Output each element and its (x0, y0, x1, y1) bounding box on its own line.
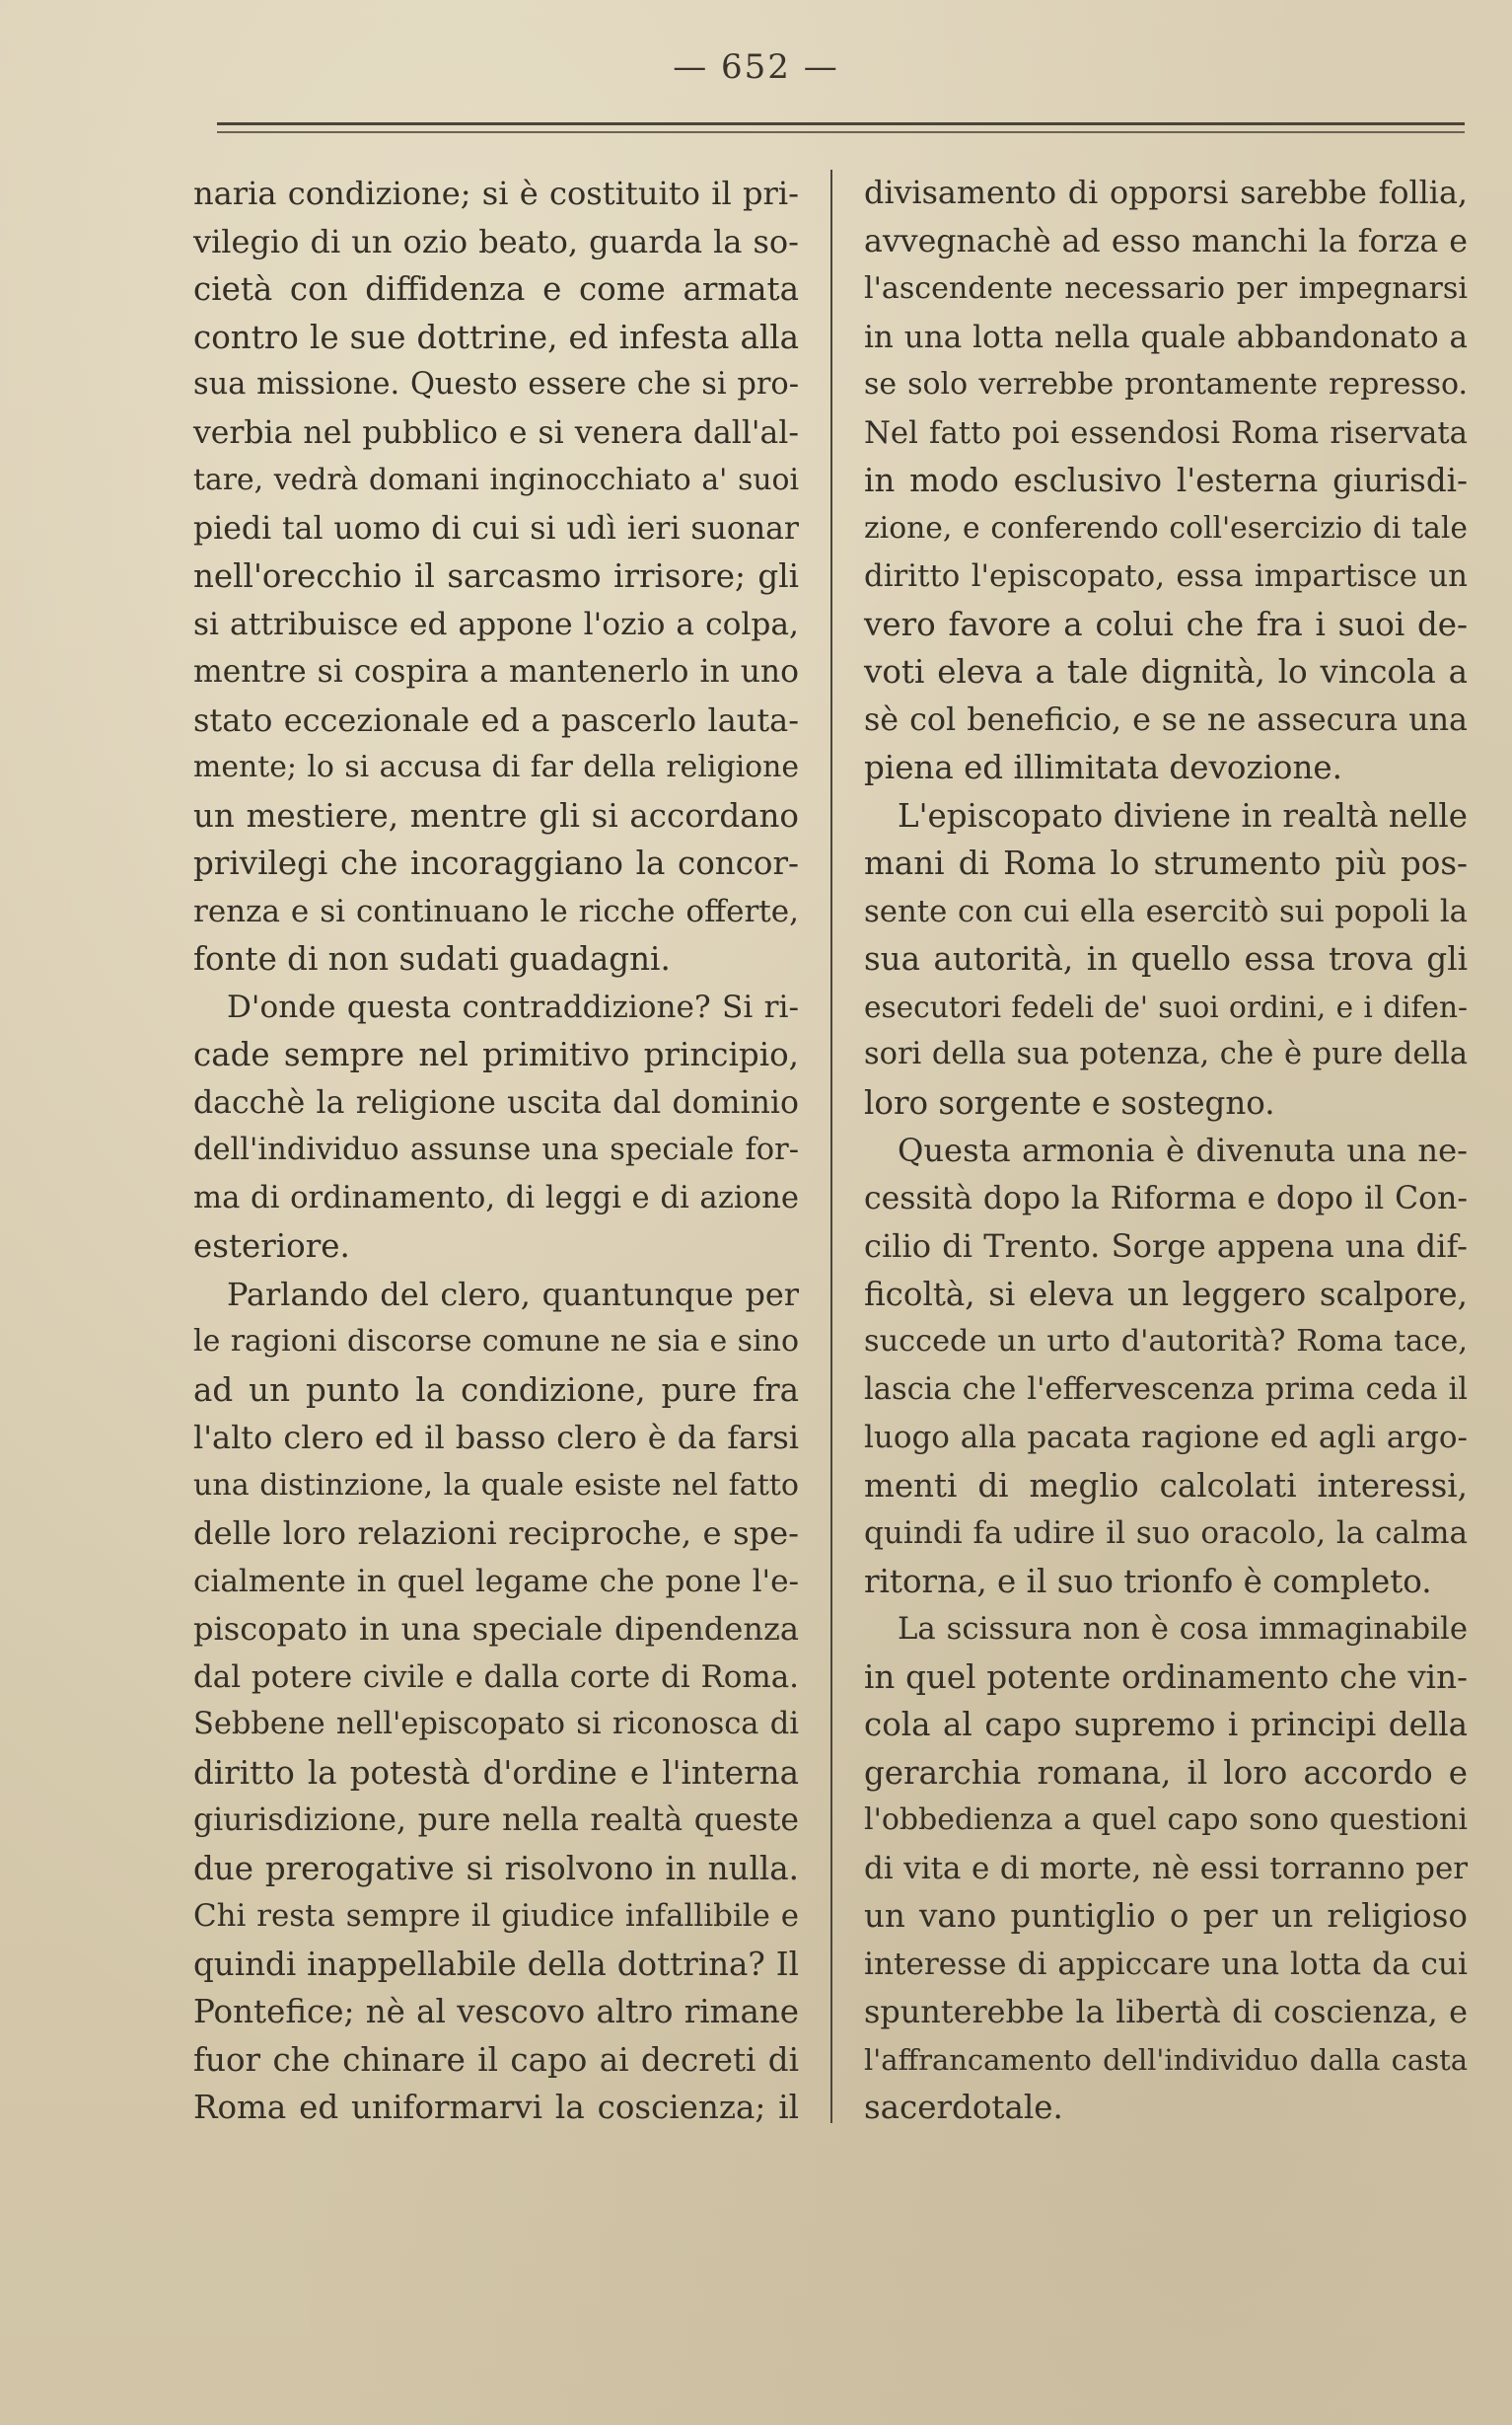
text-line: L'episcopato diviene in realtà nelle (898, 796, 1468, 835)
text-line: Questa armonia è divenuta una ne- (898, 1132, 1468, 1169)
text-line: dell'individuo assunse una speciale for- (193, 1133, 799, 1167)
text-line: stato eccezionale ed a pascerlo lauta- (193, 700, 799, 739)
text-line: in una lotta nella quale abbandonato a (864, 319, 1468, 355)
text-line: in quel potente ordinamento che vin- (864, 1657, 1468, 1696)
text-line: privilegi che incoraggiano la concor- (193, 845, 799, 882)
text-line: mani di Roma lo strumento più pos- (864, 845, 1468, 882)
text-line: sacerdotale. (864, 2089, 1063, 2126)
text-line: l'affrancamento dell'individuo dalla casta (864, 2042, 1468, 2077)
text-line: diritto la potestà d'ordine e l'interna (193, 1753, 799, 1792)
text-line: giurisdizione, pure nella realtà queste (193, 1802, 799, 1838)
text-line: contro le sue dottrine, ed infesta alla (193, 318, 799, 356)
text-line: loro sorgente e sostegno. (864, 1083, 1275, 1122)
text-line: l'ascendente necessario per impegnarsi (864, 271, 1468, 306)
text-line: di vita e di morte, nè essi torranno per (864, 1850, 1468, 1886)
text-line: mente; lo si accusa di far della religione (193, 750, 799, 784)
right-text-column (864, 170, 1468, 2132)
text-line: se solo verrebbe prontamente represso. (864, 367, 1468, 402)
text-line: esteriore. (193, 1227, 350, 1265)
text-line: piena ed illimitata devozione. (864, 749, 1342, 786)
text-line: sè col beneficio, e se ne assecura una (864, 700, 1468, 738)
text-line: due prerogative si risolvono in nulla. (193, 1849, 799, 1887)
text-line: gerarchia romana, il loro accordo e (864, 1753, 1468, 1792)
text-line: l'alto clero ed il basso clero è da farsi (193, 1419, 799, 1456)
text-line: verbia nel pubblico e si venera dall'al- (193, 414, 799, 451)
text-line: spunterebbe la libertà di coscienza, e (864, 1993, 1468, 2030)
text-line: Chi resta sempre il giudice infallibile e (193, 1898, 799, 1934)
text-line: le ragioni discorse comune ne sia e sino (193, 1324, 799, 1359)
text-line: D'onde questa contraddizione? Si ri- (227, 989, 799, 1025)
text-line: una distinzione, la quale esiste nel fatto (193, 1467, 799, 1503)
text-line: lascia che l'effervescenza prima ceda il (864, 1371, 1468, 1407)
text-line: l'obbedienza a quel capo sono questioni (864, 1802, 1468, 1837)
text-line: Parlando del clero, quantunque per (227, 1275, 799, 1313)
text-line: nell'orecchio il sarcasmo irrisore; gli (193, 557, 799, 595)
text-line: ad un punto la condizione, pure fra (193, 1370, 799, 1409)
header-rule-thick (217, 122, 1465, 125)
text-line: vero favore a colui che fra i suoi de- (864, 605, 1468, 643)
text-line: sua autorità, in quello essa trova gli (864, 940, 1468, 978)
text-line: in modo esclusivo l'esterna giurisdi- (864, 462, 1468, 499)
text-line: zione, e conferendo coll'esercizio di tale (864, 510, 1468, 546)
text-line: dacchè la religione uscita dal dominio (193, 1084, 799, 1121)
text-line: quindi fa udire il suo oracolo, la calma (864, 1515, 1468, 1551)
text-line: Roma ed uniformarvi la coscienza; il (193, 2089, 799, 2126)
text-line: cade sempre nel primitivo principio, (193, 1036, 799, 1073)
text-line: voti eleva a tale dignità, lo vincola a (864, 653, 1468, 691)
text-line: cilio di Trento. Sorge appena una dif- (864, 1227, 1468, 1265)
text-line: diritto l'episcopato, essa impartisce un (864, 558, 1468, 594)
text-line: esecutori fedeli de' suoi ordini, e i difen- (864, 990, 1468, 1024)
text-line: piedi tal uomo di cui si udì ieri suonar (193, 510, 799, 547)
text-line: sori della sua potenza, che è pure della (864, 1037, 1468, 1071)
text-line: quindi inappellabile della dottrina? Il (193, 1945, 799, 1983)
text-line: avvegnachè ad esso manchi la forza e (864, 223, 1468, 259)
text-line: La scissura non è cosa immaginabile (898, 1611, 1468, 1647)
text-line: naria condizione; si è costituito il pri- (193, 175, 799, 212)
text-line: Pontefice; nè al vescovo altro rimane (193, 1993, 799, 2030)
text-line: cola al capo supremo i principi della (864, 1706, 1468, 1743)
text-line: tare, vedrà domani inginocchiato a' suoi (193, 463, 799, 497)
text-line: Sebbene nell'episcopato si riconosca di (193, 1707, 799, 1741)
text-line: renza e si continuano le ricche offerte, (193, 893, 799, 929)
text-line: si attribuisce ed appone l'ozio a colpa, (193, 606, 799, 642)
text-line: cialmente in quel legame che pone l'e- (193, 1563, 799, 1599)
text-line: fonte di non sudati guadagni. (193, 940, 671, 978)
text-line: dal potere civile e dalla corte di Roma. (193, 1658, 799, 1695)
text-line: cessità dopo la Riforma e dopo il Con- (864, 1180, 1468, 1216)
text-line: vilegio di un ozio beato, guarda la so- (193, 222, 799, 260)
text-line: luogo alla pacata ragione ed agli argo- (864, 1420, 1468, 1455)
text-line: sua missione. Questo essere che si pro- (193, 367, 799, 402)
text-line: delle loro relazioni reciproche, e spe- (193, 1514, 799, 1552)
text-line: cietà con diffidenza e come armata (193, 270, 799, 308)
header-rule-thin (217, 131, 1465, 133)
text-line: interesse di appiccare una lotta da cui (864, 1946, 1468, 1982)
text-line: sente con cui ella esercitò sui popoli la (864, 893, 1468, 929)
text-line: mentre si cospira a mantenerlo in uno (193, 654, 799, 690)
text-line: ritorna, e il suo trionfo è completo. (864, 1562, 1432, 1600)
text-line: ma di ordinamento, di leggi e di azione (193, 1180, 799, 1215)
left-text-column (193, 170, 799, 2132)
text-line: ficoltà, si eleva un leggero scalpore, (864, 1275, 1468, 1313)
text-line: succede un urto d'autorità? Roma tace, (864, 1324, 1468, 1359)
page-number-header: — 652 — (673, 47, 839, 87)
column-divider (830, 170, 832, 2123)
text-line: un mestiere, mentre gli si accordano (193, 796, 799, 835)
text-line: fuor che chinare il capo ai decreti di (193, 2040, 799, 2079)
text-line: un vano puntiglio o per un religioso (864, 1897, 1468, 1935)
text-line: piscopato in una speciale dipendenza (193, 1610, 799, 1648)
text-line: divisamento di opporsi sarebbe follia, (864, 176, 1468, 211)
text-line: menti di meglio calcolati interessi, (864, 1466, 1468, 1505)
text-line: Nel fatto poi essendosi Roma riservata (864, 414, 1468, 451)
